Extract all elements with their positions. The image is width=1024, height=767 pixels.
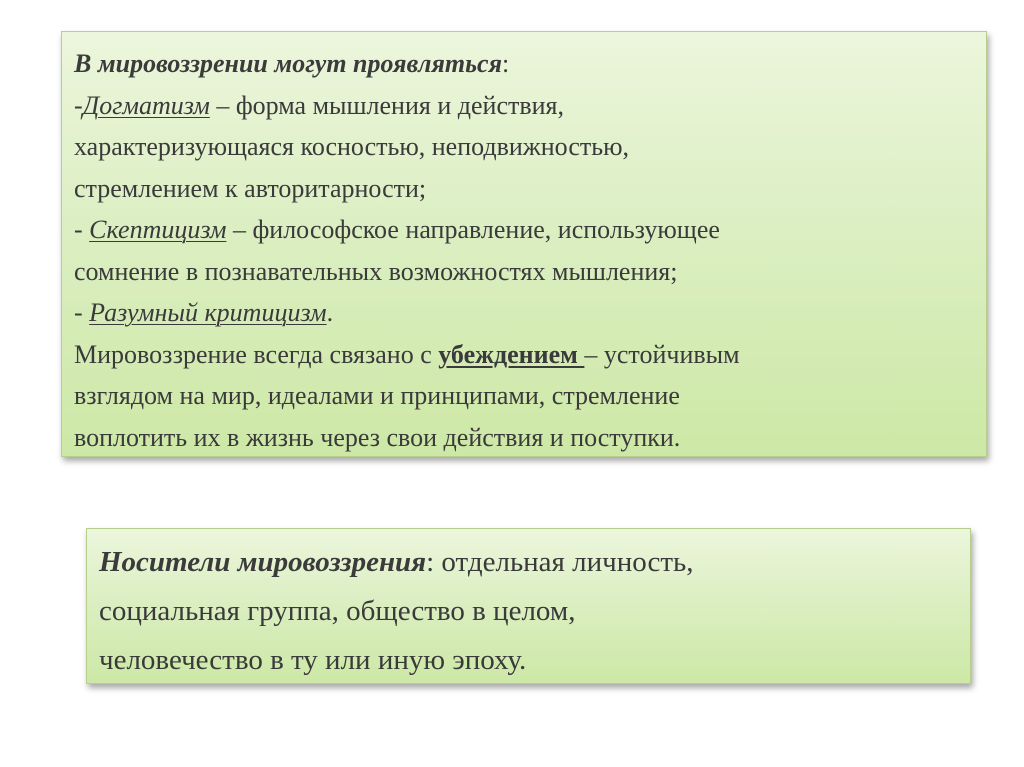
dogmatism-definition: – форма мышления и действия, [209, 90, 564, 120]
worldview-manifestations-box [61, 31, 987, 457]
dogmatism-term: Догматизм [82, 90, 210, 120]
skepticism-term: Скептицизм [89, 215, 227, 244]
skepticism-dash: - [74, 215, 90, 244]
skepticism-definition: – философское направление, использующее [226, 215, 720, 244]
conviction-line-2: взглядом на мир, идеалами и принципами, стремление [74, 381, 680, 410]
conviction-intro: Мировоззрение всегда связано с [74, 339, 439, 369]
worldview-carriers-box [86, 528, 971, 684]
dogmatism-line-2: характеризующаяся косностью, неподвижностью, [74, 132, 630, 161]
carriers-definition: : отдельная личность, [426, 546, 694, 578]
carriers-line-3: человечество в ту или иную эпоху. [99, 644, 527, 676]
criticism-dash: - [74, 298, 90, 327]
carriers-term: Носители мировоззрения [99, 546, 427, 578]
conviction-term: убеждением [438, 339, 585, 369]
heading-line [74, 43, 972, 85]
conviction-definition: – устойчивым [584, 339, 740, 369]
skepticism-line [74, 209, 972, 251]
conviction-line-3: воплотить их в жизнь через свои действия и поступки. [74, 422, 681, 452]
dogmatism-dash: - [74, 90, 83, 120]
heading-colon: : [501, 49, 510, 78]
carriers-line-2: социальная группа, общество в целом, [99, 595, 576, 627]
criticism-line [74, 292, 972, 334]
criticism-period: . [326, 298, 334, 327]
criticism-term: Разумный критицизм [89, 298, 327, 327]
heading-text: В мировоззрении могут проявляться [74, 49, 502, 78]
skepticism-line-2: сомнение в познавательных возможностях мышления; [74, 256, 678, 286]
dogmatism-line-3: стремлением к авторитарности; [74, 173, 427, 203]
carriers-line [99, 538, 954, 587]
dogmatism-line [74, 85, 972, 127]
conviction-line [74, 334, 972, 376]
